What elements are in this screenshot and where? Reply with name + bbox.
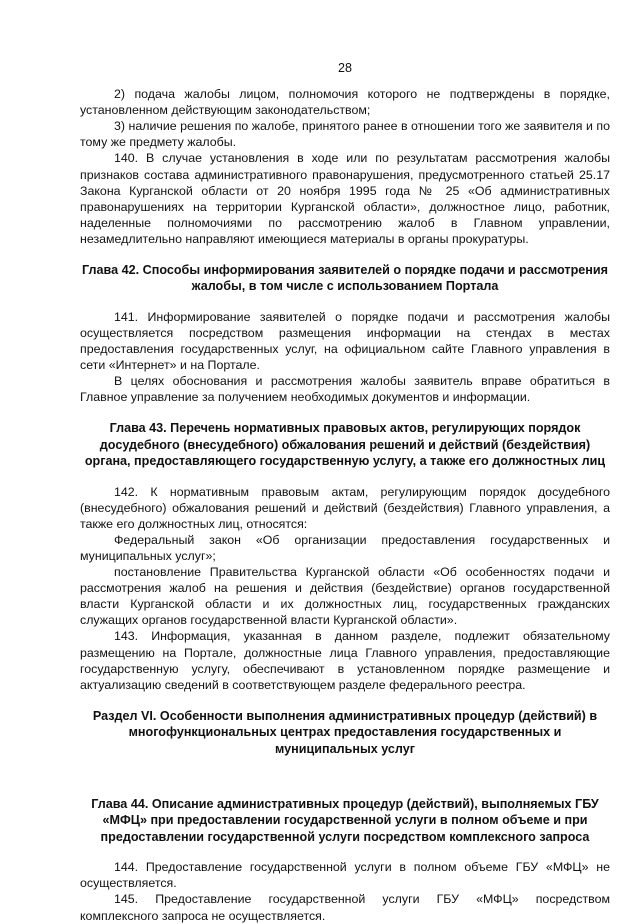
paragraph: В целях обоснования и рассмотрения жалобы заявитель вправе обратиться в Главное управление за получением необходимых документов и информации. — [80, 374, 610, 405]
paragraph: 145. Предоставление государственной услуги ГБУ «МФЦ» посредством комплексного запроса не осуществляется. — [80, 892, 610, 923]
chapter-heading: Глава 43. Перечень нормативных правовых актов, регулирующих порядок досудебного (внесудебного) обжалования решений и действий (бездействия) органа, предоставляющего государственную услугу, а также его должностных лиц — [84, 421, 606, 469]
chapter-heading: Раздел VI. Особенности выполнения административных процедур (действий) в многофункциональных центрах предоставления государственных и муниципальных услуг — [92, 708, 598, 756]
page-number: 28 — [338, 61, 352, 75]
paragraph: 144. Предоставление государственной услуги в полном объеме ГБУ «МФЦ» не осуществляется. — [80, 860, 610, 891]
chapter-heading: Глава 42. Способы информирования заявителей о порядке подачи и рассмотрения жалобы, в том числе с использованием Портала — [82, 263, 608, 294]
paragraph: 143. Информация, указанная в данном разделе, подлежит обязательному размещению на Портале, должностные лица Главного управления, предоставляющие государственную услугу, обеспечивают в установленном порядке размещение и актуализацию сведений в соответствующем разделе федерального реестра. — [80, 629, 610, 692]
chapter-heading: Глава 44. Описание административных процедур (действий), выполняемых ГБУ «МФЦ» при предоставлении государственной услуги в полном объеме и при предоставлении государственной услуги посредством комплексного запроса — [91, 797, 599, 844]
document-body — [80, 86, 610, 924]
paragraph: постановление Правительства Курганской области «Об особенностях подачи и рассмотрения жалоб на решения и действия (бездействие) органов государственной власти Курганской области и их должностных лиц, государственных гражданских служащих органов государственной власти Курганской области». — [80, 565, 610, 628]
paragraph: 140. В случае установления в ходе или по результатам рассмотрения жалобы признаков состава административного правонарушения, предусмотренного статьей 25.17 Закона Курганской области от 20 ноября 1995 года № 25 «Об административных правонарушениях на территории Курганской области», должностное лицо, работник, наделенные полномочиями по рассмотрению жалоб в Главном управлении, незамедлительно направляют имеющиеся материалы в органы прокуратуры. — [80, 151, 610, 246]
spacer — [80, 771, 610, 781]
paragraph: 3) наличие решения по жалобе, принятого ранее в отношении того же заявителя и по тому же предмету жалобы. — [80, 119, 610, 150]
paragraph: 142. К нормативным правовым актам, регулирующим порядок досудебного (внесудебного) обжалования решений и действий (бездействия) Главного управления, а также его должностных лиц, относятся: — [80, 484, 610, 531]
paragraph: 141. Информирование заявителей о порядке подачи и рассмотрения жалобы осуществляется посредством размещения информации на стендах в местах предоставления государственных услуг, на официальном сайте Главного управления в сети «Интернет» и на Портале. — [80, 309, 610, 373]
paragraph: Федеральный закон «Об организации предоставления государственных и муниципальных услуг»; — [80, 532, 610, 563]
paragraph: 2) подача жалобы лицом, полномочия которого не подтверждены в порядке, установленном действующим законодательством; — [80, 87, 610, 118]
